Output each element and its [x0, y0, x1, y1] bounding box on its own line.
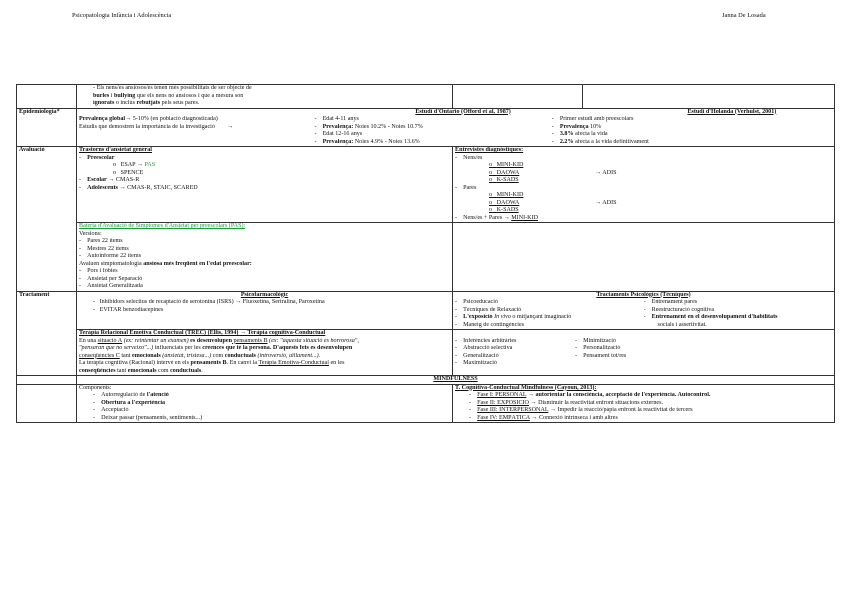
- ontario-item: - Prevalença: Noies 10.2% - Noies 10.7%: [314, 123, 423, 130]
- holanda-item: - Primer estudi amb preescolars: [551, 116, 634, 122]
- content-table: [16, 84, 835, 423]
- row-mindfulness-title: [17, 376, 835, 385]
- tractaments-psicologics-cell: Tractaments Psicològics (Tècniques) - Psicoeducació - Tècniques de Relaxació - L'exposició In vivo o mitjançant imaginació - Maneig de contingències - Entrenament pares - Reestructuració cognitiva - Entrenament en el desenvolupament d'habilitats socials i assertivitat.: [453, 291, 835, 330]
- label-epidemiologia: Epidemiologia*: [17, 108, 77, 147]
- holanda-item: - 3.8% afecta la vida: [551, 131, 608, 137]
- avaluen-item: - Ansietat per Separació: [79, 275, 143, 282]
- bullying-cell: - Els nens/es ansiosos/es tenen més possibilitats de ser objecte de burles i bullying que els nens no ansiosos i que a mesura son ignorats o inclús rebutjats pels seus pares.: [77, 85, 453, 109]
- row-epidemiologia: [17, 108, 835, 147]
- mindfulness-component: - Obertura a l'experiència: [93, 399, 166, 406]
- distorsions-cell: - Inferències arbitràries - Abstracció selectiva - Generalització - Maximització - Minimització - Personalització - Pensament tot/res: [453, 330, 835, 376]
- mindfulness-component: - Acceptació: [93, 407, 129, 413]
- trec-cell: Teràpia Relacional Emotiva Conductual (TREC) (Ellis, 1994) → Teràpia cognitiva-Conductual En una situació A (ex: reintentar un examen) es desenvolupen pensaments B (ex: "aquesta situació és horrorosa", "pensaran que no serveixo"...) influenciats per les creences que té la persona. D'aquests fets es desenvolupen conseqüències C tant emocionals (ansietat, tristesa...) com conductuals (introversió, aïllament...). La teràpia cognitiva (Racional) intervé en els pensaments B. En canvi la Teràpia Emotiva-Conductual en les conseqüències tant emocionals com conductuals.: [77, 330, 453, 376]
- fase-item: - Fase IV: EMPÀTICA → Connexió intrínseca i amb altres: [469, 414, 618, 421]
- holanda-item: - 2.2% afecta a la vida definitivament: [551, 138, 649, 145]
- avaluen-item: - Ansietat Generalitzada: [79, 283, 143, 289]
- epidemiologia-general: Prevalença global→ 5-10% (en població diagnosticada) Estudis que demostren la importància de la investigació →: [79, 116, 234, 130]
- label-tractament: Tractament: [17, 291, 77, 376]
- ontario-item: - Edat 4-11 anys: [314, 116, 359, 122]
- row-avaluacio: [17, 147, 835, 223]
- page-header-right: Janna De Losada: [722, 12, 766, 19]
- fase-item: - Fase I: PERSONAL → autorientar la consciència, acceptació de l'experiència. Autocontrol.: [469, 392, 711, 398]
- mindfulness-tcc: T. Cognitiva-Conductual Mindfulness (Cayoun, 2013): - Fase I: PERSONAL → autorientar la consciència, acceptació de l'experiència. Autocontrol. - Fase II: EXPOSICIÓ → Disminuir la reactivitat enfront situacions externes. - Fase III: INTERPERSONAL → Impedir la reacció/pàpia enfront la reactivitat de tercers - Fase IV: EMPÀTICA → Connexió intrínseca i amb altres: [453, 384, 835, 423]
- holanda-item: - Prevalença 10%: [551, 123, 602, 130]
- trastorns-cell: Trastorns d'ansietat general - Preescolar o ESAP → PAS o SPENCE - Escolar → CMAS-R - Adolescents → CMAS-R, STAIC, SCARED: [77, 147, 453, 223]
- row-avaluacio-pas: [17, 223, 835, 292]
- psicofarmacologic-cell: Psicofarmacològic - Inhibidors selectius de recaptació de serotonina (ISRS) → Fluoxetina, Sertralina, Paroxetina - EVITAR benzodiacepines: [77, 291, 453, 330]
- row-trec: [17, 330, 835, 376]
- fase-item: - Fase III: INTERPERSONAL → Impedir la reacció/pàpia enfront la reactivitat de tercers: [469, 407, 693, 413]
- avaluen-item: - Pors i fòbies: [79, 268, 118, 274]
- pas-cell: Bateria d'Avaluació de Símptomes d'Ansietat per preescolars (PAS): Versions: - Pares 22 ítems - Mestres 22 ítems - Autoinforme 22 ítems Avaluen simptomatologia ansiosa més freqüent en l'edat preescolar: - Pors i fòbies - Ansietat per Separació - Ansietat Generalitzada: [77, 223, 453, 292]
- ontario-item: - Edat 12-16 anys: [314, 131, 363, 137]
- row-tractament: [17, 291, 835, 330]
- ontario-item: - Prevalença: Noies 4.9% - Noies 13.6%: [314, 138, 420, 145]
- holanda-study: Estudi d'Holanda (Verhulst, 2001) - Primer estudi amb preescolars - Prevalença 10% - 3.8% afecta la vida - 2.2% afecta a la vida definitivament: [552, 109, 832, 147]
- version-item: - Autoinforme 22 ítems: [79, 253, 141, 259]
- version-item: - Mestres 22 ítems: [79, 245, 129, 252]
- mindfulness-title: MINDFULNESS: [77, 376, 835, 385]
- row-continuation: [17, 85, 835, 109]
- ontario-study: Estudi d'Ontario (Offord et al, 1987) - Edat 4-11 anys - Prevalença: Noies 10.2% - Noies 10.7% - Edat 12-16 anys - Prevalença: Noies 4.9% - Noies 13.6%: [314, 109, 551, 147]
- mindfulness-components: Components: - Autorregulació de l'atenció - Obertura a l'experiència - Acceptació - Deixar passar (pensaments, sentiments...): [77, 384, 453, 423]
- version-item: - Pares 22 ítems: [79, 238, 123, 244]
- fase-item: - Fase II: EXPOSICIÓ → Disminuir la reactivitat enfront situacions externes.: [469, 399, 663, 406]
- pas-link: PAS: [144, 162, 156, 168]
- label-avaluacio: Avaluació: [17, 147, 77, 292]
- row-mindfulness: [17, 384, 835, 423]
- entrevistes-cell: Entrevistes diagnòstiques: - Nens/es o MINI-KID o DAOWA o K-SADS → ADIS - Pares o MINI-KID o DAOWA o K-SADS → ADIS - Nens/es + Pares → MINI-KID: [453, 147, 835, 223]
- page-header-left: Psicopatologia Infància i Adolescència: [72, 12, 172, 19]
- mindfulness-component: - Deixar passar (pensaments, sentiments...): [93, 414, 203, 421]
- mindfulness-component: - Autorregulació de l'atenció: [93, 392, 169, 398]
- content-table-wrapper: [16, 84, 834, 423]
